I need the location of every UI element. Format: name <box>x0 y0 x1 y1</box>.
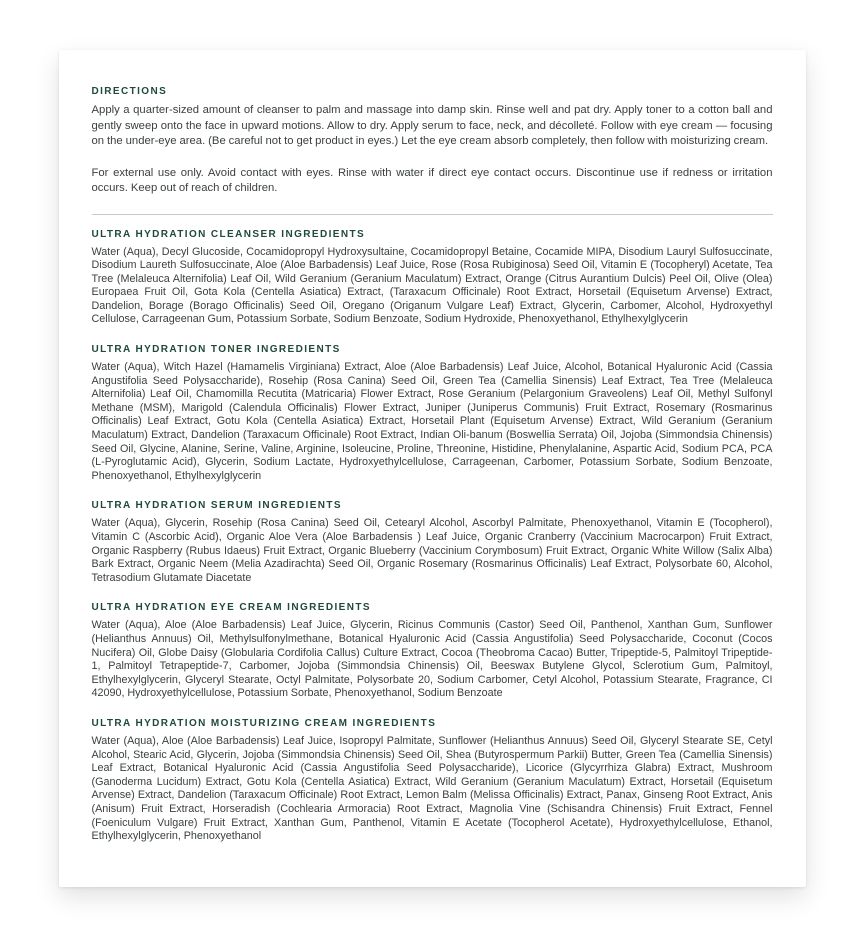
directions-heading: DIRECTIONS <box>91 86 168 97</box>
directions-warning-paragraph: For external use only. Avoid contact with eyes. Rinse with water if direct eye contact occurs. Discontinue use if redness or irritation occurs. Keep out of reach of children. <box>91 166 773 194</box>
moisturizing-cream-ingredients-heading: ULTRA HYDRATION MOISTURIZING CREAM INGREDIENTS <box>91 717 437 729</box>
directions-usage-paragraph: Apply a quarter-sized amount of cleanser to palm and massage into damp skin. Rinse well and pat dry. Apply toner to a cotton ball and gently sweep onto the face in upward motions. Allow to dry. Apply serum to face, neck, and décolleté. Follow with eye cream — focusing on the under-eye area. (Be careful not to get product in eyes.) Let the eye cream absorb completely, then follow with moisturizing cream. <box>91 104 773 147</box>
cleanser-ingredients-list: Water (Aqua), Decyl Glucoside, Cocamidopropyl Hydroxysultaine, Cocamidopropyl Betaine, Cocamide MIPA, Disodium Lauryl Sulfosuccinate, Disodium Laureth Sulfosuccinate, Aloe (Aloe Barbadensis) Leaf Juice, Rose (Rosa Rubiginosa) Seed Oil, Vitamin E (Tocopheryl) Acetate, Tea Tree (Melaleuca Alternifolia) Leaf Oil, Wild Geranium (Geranium Maculatum) Extract, Orange (Citrus Aurantium Dulcis) Peel Oil, Olive (Olea) Europaea Fruit Oil, Gota Kola (Centella Asiatica) Extract, (Taraxacum Officinale) Root Extract, Horsetail (Equisetum Arvense) Extract, Dandelion, Borage (Borago Officinalis) Seed Oil, Oregano (Origanum Vulgare Leaf) Extract, Glycerin, Carbomer, Alcohol, Hydroxyethyl Cellulose, Carrageenan Gum, Potassium Sorbate, Sodium Benzoate, Sodium Hydroxide, Phenoxyethanol, Ethylhexylglycerin <box>91 245 773 326</box>
toner-ingredients-heading: ULTRA HYDRATION TONER INGREDIENTS <box>91 344 341 356</box>
moisturizing-cream-ingredients-section <box>92 718 773 844</box>
directions-section <box>92 86 773 197</box>
eye-cream-ingredients-section <box>92 602 773 701</box>
serum-ingredients-section <box>92 500 773 585</box>
toner-ingredients-list: Water (Aqua), Witch Hazel (Hamamelis Virginiana) Extract, Aloe (Aloe Barbadensis) Leaf Juice, Alcohol, Botanical Hyaluronic Acid (Cassia Angustifolia Seed Polysaccharide), Rosehip (Rosa Canina) Seed Oil, Green Tea (Camellia Sinensis) Leaf Extract, Tea Tree (Melaleuca Alternifolia) Leaf Oil, Chamomilla Recutita (Matricaria) Flower Extract, Rose Geranium (Pelargonium Graveolens) Leaf Oil, Methyl Sulfonyl Methane (MSM), Marigold (Calendula Officinalis) Flower Extract, Juniper (Juniperus Communis) Fruit Extract, Rosemary (Rosmarinus Officinalis) Leaf Extract, Gotu Kola (Centella Asiatica) Extract, Horsetail Plant (Equisetum Arvense) Extract, Wild Geranium (Geranium Maculatum) Extract, Dandelion (Taraxacum Officinale) Root Extract, Indian Oli-banum (Boswellia Serrata) Oil, Jojoba (Simmondsia Chinensis) Seed Oil, Glycine, Alanine, Serine, Valine, Arginine, Isoleucine, Proline, Threonine, Histidine, Phenylalanine, Aspartic Acid, Sodium PCA, PCA (L-Pyroglutamic Acid), Glycerin, Sodium Lactate, Hydroxyethylcellulose, Carrageenan, Carbomer, Potassium Sorbate, Sodium Benzoate, Phenoxyethanol, Ethylhexylglycerin <box>91 361 773 482</box>
serum-ingredients-heading: ULTRA HYDRATION SERUM INGREDIENTS <box>91 500 342 512</box>
cleanser-ingredients-heading: ULTRA HYDRATION CLEANSER INGREDIENTS <box>91 228 366 240</box>
moisturizing-cream-ingredients-list: Water (Aqua), Aloe (Aloe Barbadensis) Leaf Juice, Isopropyl Palmitate, Sunflower (Helianthus Annuus) Seed Oil, Glyceryl Stearate SE, Cetyl Alcohol, Stearic Acid, Glycerin, Jojoba (Simmondsia Chinensis) Seed Oil, Shea (Butyrospermum Parkii) Butter, Green Tea (Camellia Sinensis) Leaf Extract, Botanical Hyaluronic Acid (Cassia Angustifolia Seed Polysaccharide), Licorice (Glycyrrhiza Glabra) Extract, Mushroom (Ganoderma Lucidum) Extract, Gotu Kola (Centella Asiatica) Extract, Wild Geranium (Geranium Maculatum) Extract, Horsetail (Equisetum Arvense) Extract, Dandelion (Taraxacum Officinale) Root Extract, Lemon Balm (Melissa Officinalis) Extract, Panax, Ginseng Root Extract, Anis (Anisum) Fruit Extract, Horseradish (Cochlearia Armoracia) Root Extract, Magnolia Vine (Schisandra Chinensis) Fruit Extract, Fennel (Foeniculum Vulgare) Fruit Extract, Xanthan Gum, Panthenol, Vitamin E Acetate (Tocopherol Acetate), Hydroxyethylcellulose, Ethanol, Ethylhexylglycerin, Phenoxyethanol <box>91 734 773 843</box>
serum-ingredients-list: Water (Aqua), Glycerin, Rosehip (Rosa Canina) Seed Oil, Cetearyl Alcohol, Ascorbyl Palmitate, Phenoxyethanol, Vitamin E (Tocopherol), Vitamin C (Ascorbic Acid), Organic Aloe Vera (Aloe Barbadensis ) Leaf Juice, Organic Cranberry (Vaccinium Macrocarpon) Fruit Extract, Organic Raspberry (Rubus Idaeus) Fruit Extract, Organic Blueberry (Vaccinium Corymbosum) Fruit Extract, Organic White Willow (Salix Alba) Bark Extract, Organic Neem (Melia Azadirachta) Seed Oil, Organic Rosemary (Rosmarinus Officinalis) Leaf Extract, Polysorbate 60, Alcohol, Tetrasodium Glutamate Diacetate <box>91 517 773 584</box>
section-divider <box>92 214 773 215</box>
eye-cream-ingredients-heading: ULTRA HYDRATION EYE CREAM INGREDIENTS <box>91 602 371 614</box>
toner-ingredients-section <box>92 344 773 483</box>
eye-cream-ingredients-list: Water (Aqua), Aloe (Aloe Barbadensis) Leaf Juice, Glycerin, Ricinus Communis (Castor) Seed Oil, Panthenol, Xanthan Gum, Sunflower (Helianthus Annuus) Oil, Methylsulfonylmethane, Botanical Hyaluronic Acid (Cassia Angustifolia) Seed Polysaccharide, Coconut (Cocos Nucifera) Oil, Globe Daisy (Globularia Cordifolia Callus) Culture Extract, Cocoa (Theobroma Cacao) Butter, Tripeptide-5, Palmitoyl Tripeptide-1, Palmitoyl Tetrapeptide-7, Carbomer, Jojoba (Simmondsia Chinensis) Oil, Beeswax Butylene Glycol, Sclerotium Gum, Palmitoyl, Ethylhexylglycerin, Glyceryl Stearate, Octyl Palmitate, Polysorbate 20, Sodium Carbomer, Cetyl Alcohol, Potassium Stearate, Fragrance, CI 42090, Hydroxyethylcellulose, Potassium Sorbate, Phenoxyethanol, Sodium Benzoate <box>91 619 773 700</box>
product-info-card <box>59 50 806 887</box>
cleanser-ingredients-section <box>92 229 773 328</box>
